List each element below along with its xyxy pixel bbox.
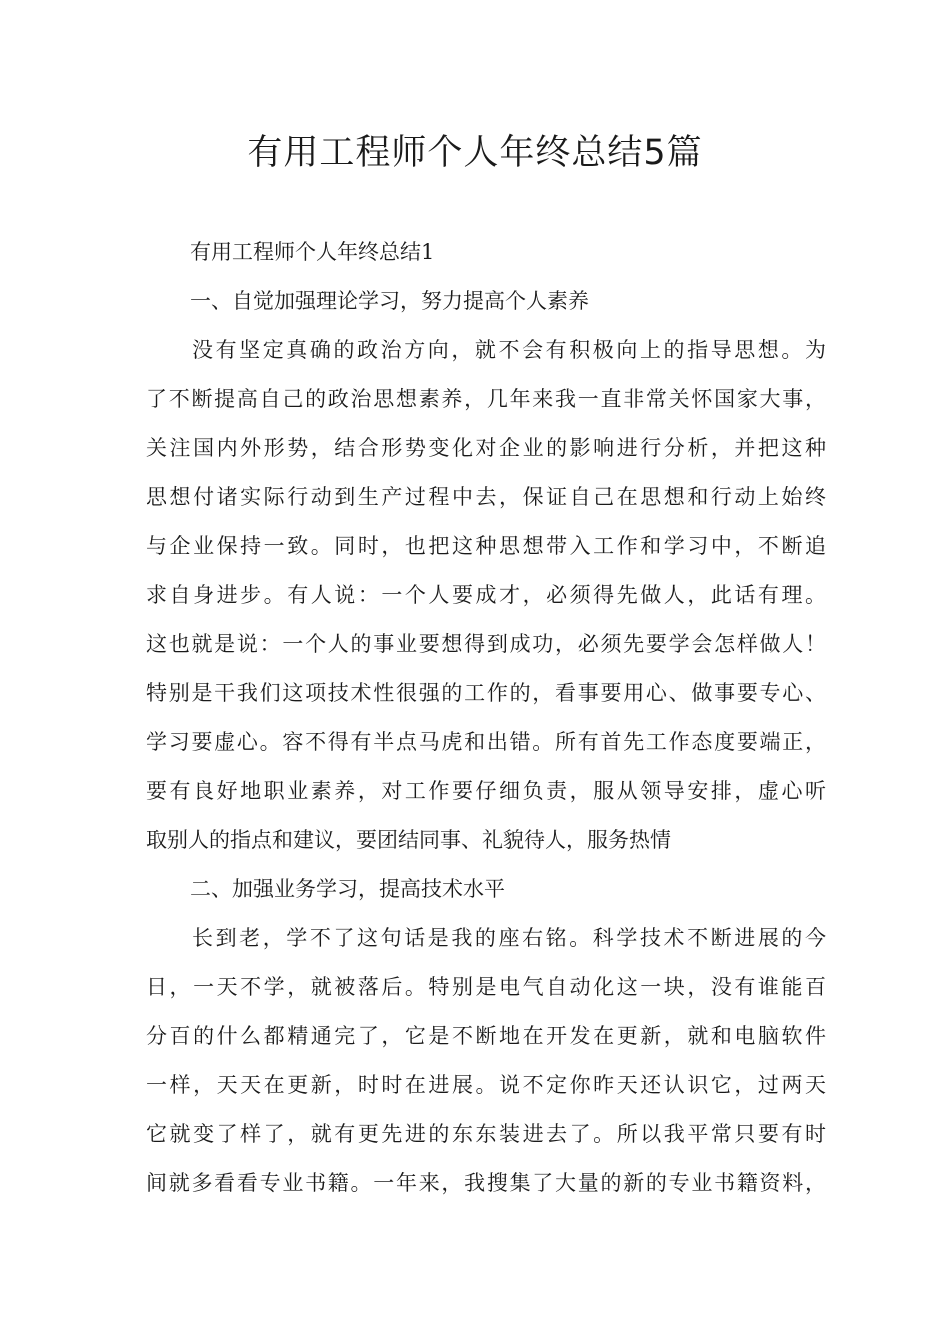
section-heading: 有用工程师个人年终总结1 [190, 240, 435, 264]
body-line: 求自身进步。有人说：一个人要成才，必须得先做人，此话有理。 [146, 583, 826, 607]
section-heading: 一、自觉加强理论学习，努力提高个人素养 [190, 289, 589, 313]
document-title: 有用工程师个人年终总结5篇 [247, 133, 703, 173]
body-line: 与企业保持一致。同时，也把这种思想带入工作和学习中，不断追 [146, 534, 826, 558]
body-line: 取别人的指点和建议，要团结同事、礼貌待人，服务热情 [146, 828, 671, 852]
body-line: 要有良好地职业素养，对工作要仔细负责，服从领导安排，虚心听 [146, 779, 826, 803]
body-line: 了不断提高自己的政治思想素养，几年来我一直非常关怀国家大事， [146, 387, 826, 411]
body-line: 一样，天天在更新，时时在进展。说不定你昨天还认识它，过两天 [146, 1073, 826, 1097]
body-line: 长到老，学不了这句话是我的座右铭。科学技术不断进展的今 [192, 926, 826, 950]
body-line: 没有坚定真确的政治方向，就不会有积极向上的指导思想。为 [192, 338, 826, 362]
body-line: 间就多看看专业书籍。一年来，我搜集了大量的新的专业书籍资料， [146, 1171, 826, 1195]
body-line: 分百的什么都精通完了，它是不断地在开发在更新，就和电脑软件 [146, 1024, 826, 1048]
body-line: 这也就是说：一个人的事业要想得到成功，必须先要学会怎样做人！ [146, 632, 826, 656]
section-heading: 二、加强业务学习，提高技术水平 [190, 877, 505, 901]
body-line: 关注国内外形势，结合形势变化对企业的影响进行分析，并把这种 [146, 436, 826, 460]
body-line: 日，一天不学，就被落后。特别是电气自动化这一块，没有谁能百 [146, 975, 826, 999]
body-line: 它就变了样了，就有更先进的东东装进去了。所以我平常只要有时 [146, 1122, 826, 1146]
body-line: 学习要虚心。容不得有半点马虎和出错。所有首先工作态度要端正， [146, 730, 826, 754]
body-line: 特别是干我们这项技术性很强的工作的，看事要用心、做事要专心、 [146, 681, 826, 705]
body-line: 思想付诸实际行动到生产过程中去，保证自己在思想和行动上始终 [146, 485, 826, 509]
